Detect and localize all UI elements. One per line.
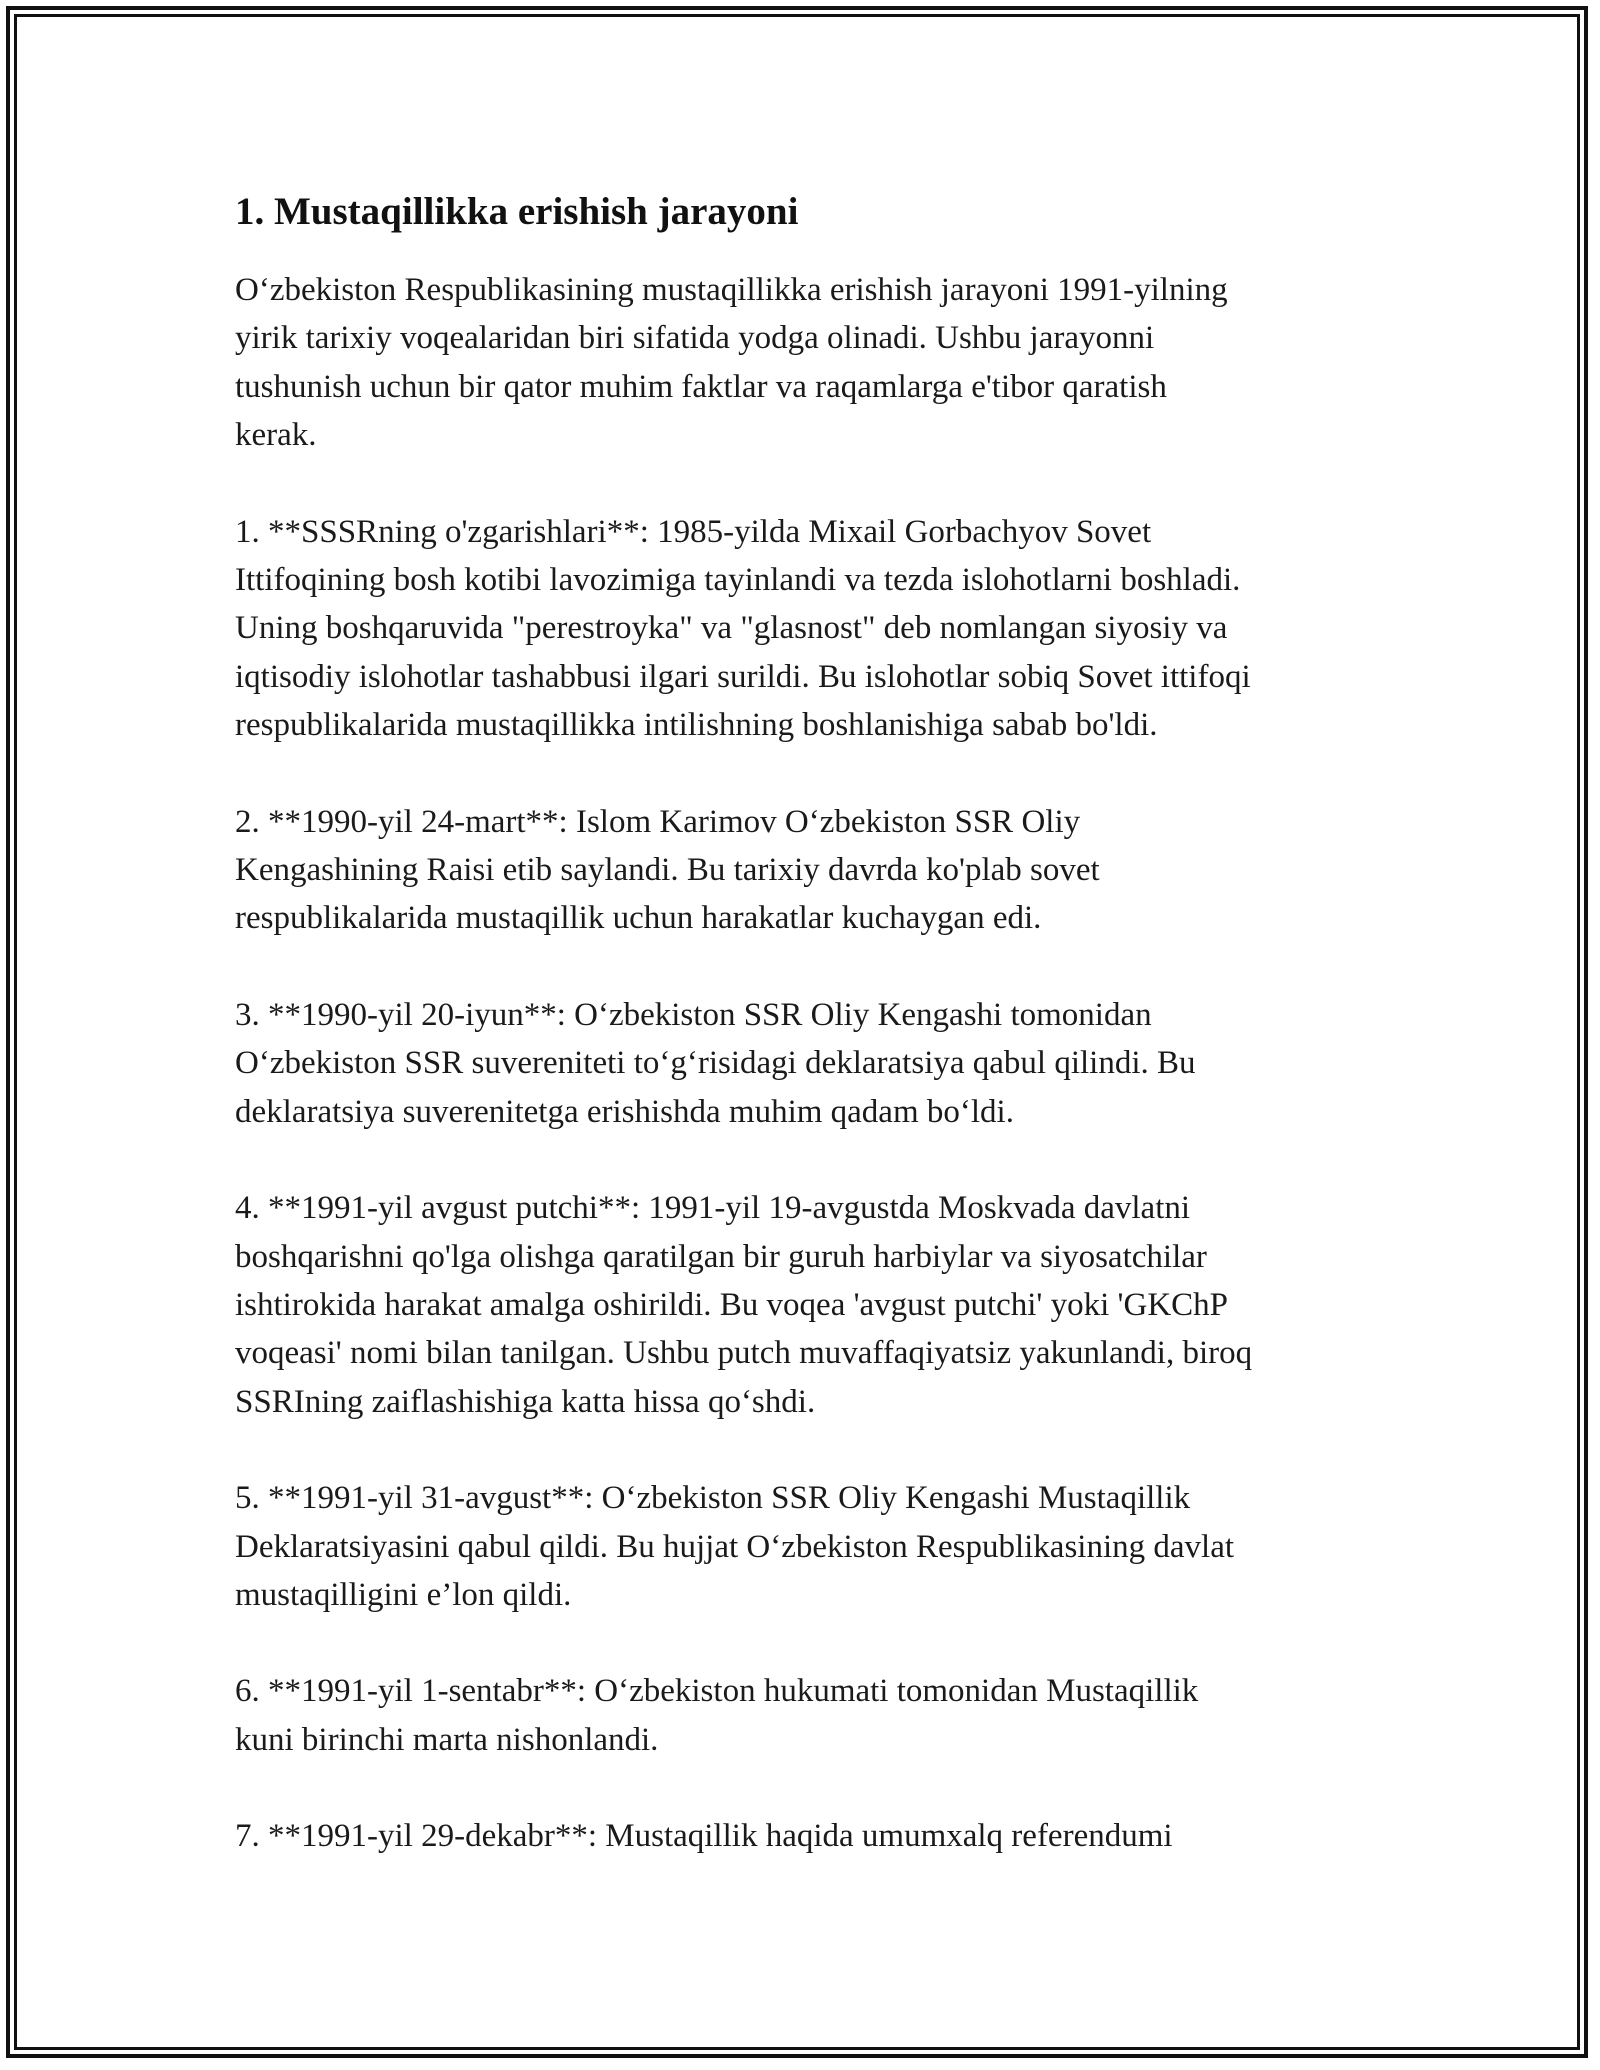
intro-paragraph	[235, 266, 1375, 460]
text-line: voqeasi' nomi bilan tanilgan. Ushbu putch muvaffaqiyatsiz yakunlandi, biroq	[235, 1335, 1253, 1372]
text-line: yirik tarixiy voqealaridan biri sifatida yodga olinadi. Ushbu jarayonni	[235, 320, 1155, 357]
document-body	[235, 188, 1375, 1909]
list-item-7	[235, 1812, 1375, 1860]
text-line: 7. **1991-yil 29-dekabr**: Mustaqillik haqida umumxalq referendumi	[235, 1818, 1173, 1855]
text-line: 6. **1991-yil 1-sentabr**: O‘zbekiston hukumati tomonidan Mustaqillik	[235, 1673, 1199, 1710]
text-line: tushunish uchun bir qator muhim faktlar va raqamlarga e'tibor qaratish	[235, 368, 1167, 405]
text-line: O‘zbekiston SSR suvereniteti to‘g‘risidagi deklaratsiya qabul qilindi. Bu	[235, 1045, 1196, 1082]
list-item-4	[235, 1184, 1375, 1426]
list-item-5	[235, 1474, 1375, 1619]
text-line: respublikalarida mustaqillikka intilishning boshlanishiga sabab bo'ldi.	[235, 707, 1158, 744]
text-line: 1. **SSSRning o'zgarishlari**: 1985-yilda Mixail Gorbachyov Sovet	[235, 513, 1152, 550]
text-line: boshqarishni qo'lga olishga qaratilgan bir guruh harbiylar va siyosatchilar	[235, 1238, 1207, 1275]
text-line: SSRIning zaiflashishiga katta hissa qo‘shdi.	[235, 1383, 816, 1420]
text-line: iqtisodiy islohotlar tashabbusi ilgari surildi. Bu islohotlar sobiq Sovet ittifoqi	[235, 658, 1251, 695]
text-line: deklaratsiya suverenitetga erishishda muhim qadam bo‘ldi.	[235, 1093, 1014, 1130]
text-line: Uning boshqaruvida "perestroyka" va "glasnost" deb nomlangan siyosiy va	[235, 610, 1228, 647]
list-item-1	[235, 508, 1375, 750]
text-line: kerak.	[235, 417, 317, 454]
text-line: Kengashining Raisi etib saylandi. Bu tarixiy davrda ko'plab sovet	[235, 852, 1100, 889]
section-heading: 1. Mustaqillikka erishish jarayoni	[235, 190, 799, 233]
text-line: O‘zbekiston Respublikasining mustaqillikka erishish jarayoni 1991-yilning	[235, 272, 1228, 308]
text-line: Deklaratsiyasini qabul qildi. Bu hujjat O‘zbekiston Respublikasining davlat	[235, 1528, 1235, 1565]
list-item-2	[235, 798, 1375, 943]
text-line: mustaqilligini e’lon qildi.	[235, 1576, 572, 1613]
text-line: respublikalarida mustaqillik uchun harakatlar kuchaygan edi.	[235, 900, 1042, 937]
text-line: Ittifoqining bosh kotibi lavozimiga tayinlandi va tezda islohotlarni boshladi.	[235, 562, 1241, 599]
text-line: ishtirokida harakat amalga oshirildi. Bu voqea 'avgust putchi' yoki 'GKChP	[235, 1286, 1229, 1323]
text-line: 3. **1990-yil 20-iyun**: O‘zbekiston SSR Oliy Kengashi tomonidan	[235, 996, 1152, 1033]
list-item-6	[235, 1667, 1375, 1764]
text-line: 4. **1991-yil avgust putchi**: 1991-yil 19-avgustda Moskvada davlatni	[235, 1190, 1191, 1227]
text-line: 2. **1990-yil 24-mart**: Islom Karimov O‘zbekiston SSR Oliy	[235, 803, 1081, 840]
text-line: 5. **1991-yil 31-avgust**: O‘zbekiston SSR Oliy Kengashi Mustaqillik	[235, 1480, 1191, 1517]
text-line: kuni birinchi marta nishonlandi.	[235, 1721, 659, 1758]
list-item-3	[235, 991, 1375, 1136]
